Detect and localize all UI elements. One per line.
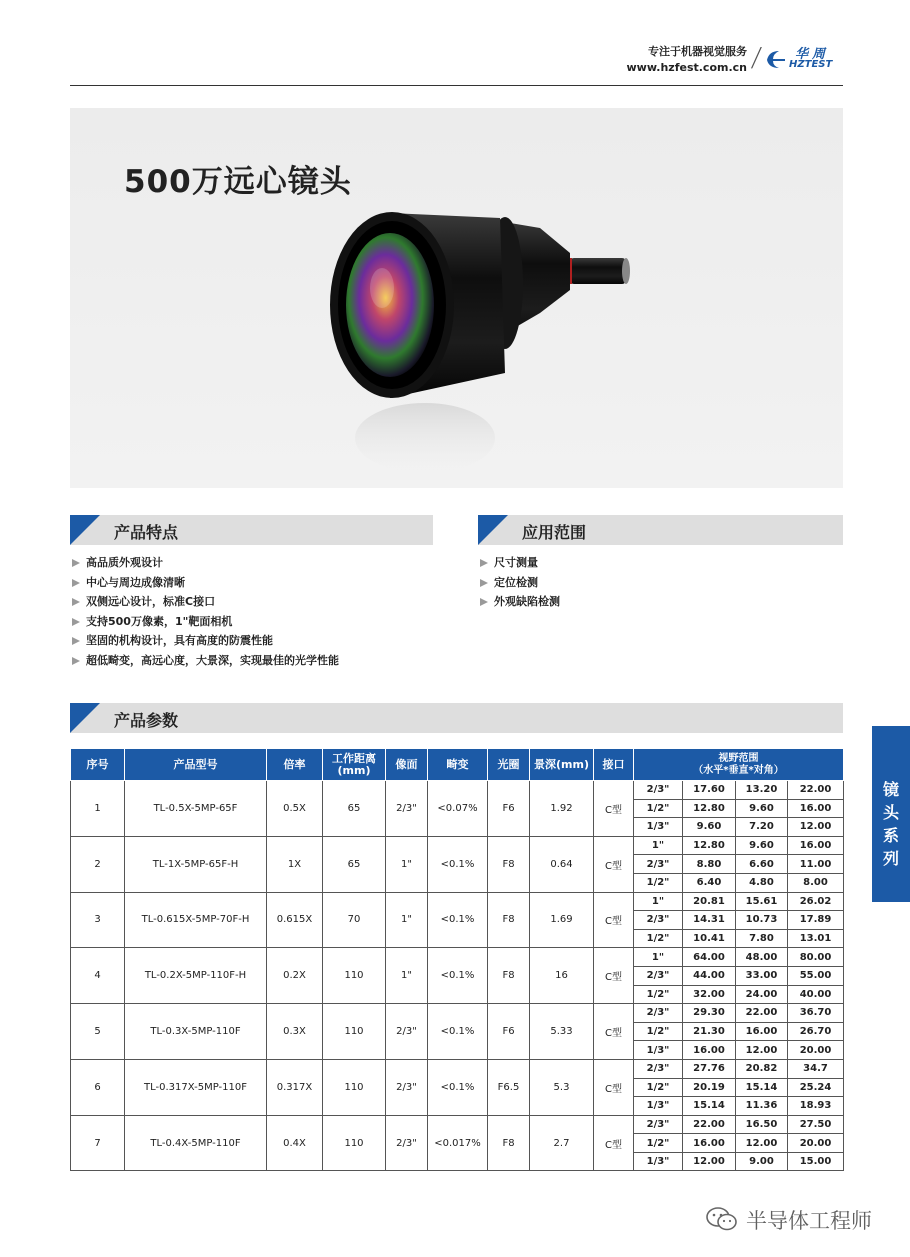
side-tab-label: 镜 头 系 列	[882, 780, 899, 868]
cell-model: TL-0.3X-5MP-110F	[125, 1004, 267, 1060]
cell-wd: 110	[323, 948, 386, 1004]
cell-fov-sensor: 2/3"	[634, 1115, 683, 1134]
fov-title: 视野范围	[718, 752, 759, 764]
hero-panel	[70, 108, 843, 488]
col-header-no: 序号	[71, 749, 125, 781]
cell-fov-value: 26.02	[788, 892, 844, 911]
col-header-dof: 景深(mm)	[530, 749, 594, 781]
cell-aperture: F8	[488, 1115, 530, 1171]
cell-fov-value: 64.00	[683, 948, 736, 967]
cell-aperture: F8	[488, 948, 530, 1004]
cell-fov-value: 26.70	[788, 1022, 844, 1041]
cell-fov-value: 16.00	[683, 1041, 736, 1060]
cell-fov-sensor: 2/3"	[634, 781, 683, 800]
params-title: 产品参数	[114, 711, 179, 730]
cell-mag: 0.317X	[267, 1059, 323, 1115]
cell-fov-value: 40.00	[788, 985, 844, 1004]
col-header-sensor: 像面	[386, 749, 428, 781]
cell-fov-value: 48.00	[736, 948, 788, 967]
cell-fov-sensor: 2/3"	[634, 966, 683, 985]
cell-fov-value: 18.93	[788, 1097, 844, 1116]
cell-model: TL-0.317X-5MP-110F	[125, 1059, 267, 1115]
cell-mag: 0.615X	[267, 892, 323, 948]
cell-wd: 110	[323, 1059, 386, 1115]
table-row	[71, 1059, 844, 1078]
cell-mag: 0.4X	[267, 1115, 323, 1171]
cell-fov-sensor: 1/3"	[634, 1152, 683, 1171]
cell-distortion: <0.1%	[428, 1059, 488, 1115]
cell-fov-value: 29.30	[683, 1004, 736, 1023]
cell-fov-value: 20.81	[683, 892, 736, 911]
cell-fov-value: 16.00	[788, 799, 844, 818]
cell-dof: 0.64	[530, 836, 594, 892]
cell-mount: C型	[594, 1059, 634, 1115]
cell-fov-sensor: 1"	[634, 836, 683, 855]
cell-mount: C型	[594, 836, 634, 892]
cell-fov-sensor: 1/3"	[634, 818, 683, 837]
cell-fov-value: 12.80	[683, 836, 736, 855]
features-section-header	[70, 515, 433, 545]
cell-model: TL-0.5X-5MP-65F	[125, 781, 267, 837]
cell-fov-value: 12.00	[736, 1134, 788, 1153]
cell-fov-value: 8.80	[683, 855, 736, 874]
feature-item: 超低畸变，高远心度，大景深，实现最佳的光学性能	[70, 651, 450, 671]
cell-dof: 5.3	[530, 1059, 594, 1115]
cell-fov-value: 12.00	[683, 1152, 736, 1171]
cell-wd: 65	[323, 836, 386, 892]
header-website[interactable]: www.hzfest.com.cn	[626, 61, 747, 74]
cell-fov-value: 12.80	[683, 799, 736, 818]
logo-swoosh-icon	[765, 48, 787, 70]
section-flag-icon	[70, 703, 100, 733]
series-side-tab[interactable]	[872, 726, 910, 902]
cell-no: 3	[71, 892, 125, 948]
cell-fov-sensor: 1/2"	[634, 873, 683, 892]
cell-fov-value: 22.00	[736, 1004, 788, 1023]
cell-model: TL-0.615X-5MP-70F-H	[125, 892, 267, 948]
cell-fov-value: 9.00	[736, 1152, 788, 1171]
cell-fov-value: 27.50	[788, 1115, 844, 1134]
cell-fov-value: 10.41	[683, 929, 736, 948]
cell-no: 2	[71, 836, 125, 892]
cell-mag: 1X	[267, 836, 323, 892]
cell-fov-value: 15.61	[736, 892, 788, 911]
logo-en-text: HZTEST	[789, 59, 833, 70]
cell-fov-sensor: 2/3"	[634, 1059, 683, 1078]
feature-item: 高品质外观设计	[70, 553, 450, 573]
col-header-model: 产品型号	[125, 749, 267, 781]
cell-wd: 110	[323, 1004, 386, 1060]
cell-fov-sensor: 1/2"	[634, 929, 683, 948]
cell-fov-value: 8.00	[788, 873, 844, 892]
cell-fov-value: 6.60	[736, 855, 788, 874]
cell-distortion: <0.1%	[428, 948, 488, 1004]
cell-fov-sensor: 1"	[634, 892, 683, 911]
cell-distortion: <0.1%	[428, 836, 488, 892]
cell-fov-sensor: 1"	[634, 948, 683, 967]
col-header-working-distance: 工作距离 (mm)	[323, 749, 386, 781]
cell-fov-value: 27.76	[683, 1059, 736, 1078]
cell-fov-value: 34.7	[788, 1059, 844, 1078]
cell-fov-sensor: 1/2"	[634, 1022, 683, 1041]
cell-fov-sensor: 1/2"	[634, 1134, 683, 1153]
cell-dof: 1.92	[530, 781, 594, 837]
col-header-distortion: 畸变	[428, 749, 488, 781]
application-item: 外观缺陷检测	[478, 592, 778, 612]
cell-model: TL-0.2X-5MP-110F-H	[125, 948, 267, 1004]
cell-fov-value: 20.82	[736, 1059, 788, 1078]
cell-fov-value: 14.31	[683, 911, 736, 930]
cell-fov-value: 9.60	[683, 818, 736, 837]
table-row	[71, 1115, 844, 1134]
cell-fov-value: 7.20	[736, 818, 788, 837]
cell-sensor: 2/3"	[386, 1059, 428, 1115]
cell-mag: 0.2X	[267, 948, 323, 1004]
cell-distortion: <0.1%	[428, 1004, 488, 1060]
cell-fov-value: 13.01	[788, 929, 844, 948]
cell-sensor: 1"	[386, 892, 428, 948]
cell-aperture: F6.5	[488, 1059, 530, 1115]
cell-fov-value: 25.24	[788, 1078, 844, 1097]
page-header	[70, 38, 843, 86]
applications-list	[478, 553, 778, 612]
cell-mount: C型	[594, 1115, 634, 1171]
applications-section-header	[478, 515, 843, 545]
col-header-aperture: 光圈	[488, 749, 530, 781]
cell-fov-sensor: 1/3"	[634, 1097, 683, 1116]
cell-fov-value: 22.00	[683, 1115, 736, 1134]
product-title: 500万远心镜头	[124, 164, 352, 200]
cell-sensor: 2/3"	[386, 1004, 428, 1060]
cell-aperture: F8	[488, 836, 530, 892]
cell-fov-value: 10.73	[736, 911, 788, 930]
cell-dof: 16	[530, 948, 594, 1004]
cell-fov-value: 9.60	[736, 799, 788, 818]
cell-fov-sensor: 1/2"	[634, 799, 683, 818]
cell-fov-value: 24.00	[736, 985, 788, 1004]
table-row	[71, 1004, 844, 1023]
cell-no: 6	[71, 1059, 125, 1115]
company-logo	[765, 42, 843, 76]
watermark-text: 半导体工程师	[746, 1209, 872, 1233]
cell-fov-value: 44.00	[683, 966, 736, 985]
table-row	[71, 948, 844, 967]
header-tagline: 专注于机器视觉服务	[648, 45, 747, 58]
cell-mount: C型	[594, 781, 634, 837]
cell-fov-value: 21.30	[683, 1022, 736, 1041]
cell-fov-value: 11.00	[788, 855, 844, 874]
cell-fov-value: 22.00	[788, 781, 844, 800]
cell-fov-value: 13.20	[736, 781, 788, 800]
col-header-magnification: 倍率	[267, 749, 323, 781]
spec-table	[70, 748, 844, 1171]
feature-item: 中心与周边成像清晰	[70, 573, 450, 593]
cell-fov-value: 36.70	[788, 1004, 844, 1023]
cell-fov-value: 32.00	[683, 985, 736, 1004]
section-flag-icon	[70, 515, 100, 545]
cell-fov-value: 9.60	[736, 836, 788, 855]
cell-no: 7	[71, 1115, 125, 1171]
cell-fov-value: 17.60	[683, 781, 736, 800]
application-item: 尺寸测量	[478, 553, 778, 573]
features-list	[70, 553, 450, 671]
cell-wd: 70	[323, 892, 386, 948]
cell-distortion: <0.017%	[428, 1115, 488, 1171]
cell-fov-value: 55.00	[788, 966, 844, 985]
feature-item: 双侧远心设计，标准C接口	[70, 592, 450, 612]
cell-fov-sensor: 2/3"	[634, 1004, 683, 1023]
cell-wd: 65	[323, 781, 386, 837]
col-header-mount: 接口	[594, 749, 634, 781]
wechat-watermark	[706, 1202, 896, 1234]
cell-wd: 110	[323, 1115, 386, 1171]
table-row	[71, 836, 844, 855]
cell-fov-value: 12.00	[736, 1041, 788, 1060]
cell-fov-sensor: 1/2"	[634, 1078, 683, 1097]
table-row	[71, 892, 844, 911]
cell-no: 1	[71, 781, 125, 837]
feature-item: 支持500万像素，1"靶面相机	[70, 612, 450, 632]
cell-fov-value: 33.00	[736, 966, 788, 985]
cell-aperture: F6	[488, 1004, 530, 1060]
cell-fov-value: 15.00	[788, 1152, 844, 1171]
cell-mount: C型	[594, 1004, 634, 1060]
cell-fov-value: 12.00	[788, 818, 844, 837]
cell-fov-value: 7.80	[736, 929, 788, 948]
logo-cn-text: 华周	[795, 47, 830, 62]
cell-sensor: 1"	[386, 836, 428, 892]
cell-fov-value: 15.14	[683, 1097, 736, 1116]
cell-fov-value: 20.00	[788, 1041, 844, 1060]
cell-fov-value: 15.14	[736, 1078, 788, 1097]
spec-table-body	[71, 781, 844, 1171]
cell-fov-value: 17.89	[788, 911, 844, 930]
cell-mount: C型	[594, 948, 634, 1004]
header-divider: /	[750, 43, 764, 73]
table-header-row	[71, 749, 844, 781]
cell-mount: C型	[594, 892, 634, 948]
params-section-header	[70, 703, 843, 733]
cell-fov-value: 6.40	[683, 873, 736, 892]
cell-fov-value: 80.00	[788, 948, 844, 967]
applications-title: 应用范围	[522, 523, 587, 542]
cell-fov-sensor: 1/2"	[634, 985, 683, 1004]
application-item: 定位检测	[478, 573, 778, 593]
feature-item: 坚固的机构设计，具有高度的防震性能	[70, 631, 450, 651]
cell-fov-sensor: 2/3"	[634, 911, 683, 930]
cell-fov-value: 20.19	[683, 1078, 736, 1097]
cell-fov-value: 20.00	[788, 1134, 844, 1153]
cell-sensor: 2/3"	[386, 1115, 428, 1171]
cell-model: TL-1X-5MP-65F-H	[125, 836, 267, 892]
cell-fov-value: 16.00	[683, 1134, 736, 1153]
cell-distortion: <0.07%	[428, 781, 488, 837]
cell-sensor: 2/3"	[386, 781, 428, 837]
cell-fov-value: 16.00	[788, 836, 844, 855]
section-flag-icon	[478, 515, 508, 545]
wechat-icon	[706, 1206, 738, 1232]
cell-fov-value: 16.50	[736, 1115, 788, 1134]
cell-no: 5	[71, 1004, 125, 1060]
cell-dof: 2.7	[530, 1115, 594, 1171]
features-title: 产品特点	[114, 523, 179, 542]
cell-aperture: F6	[488, 781, 530, 837]
fov-subtitle: （水平*垂直*对角）	[693, 764, 784, 776]
cell-mag: 0.3X	[267, 1004, 323, 1060]
cell-fov-sensor: 1/3"	[634, 1041, 683, 1060]
cell-dof: 1.69	[530, 892, 594, 948]
table-row	[71, 781, 844, 800]
cell-fov-value: 11.36	[736, 1097, 788, 1116]
cell-mag: 0.5X	[267, 781, 323, 837]
cell-model: TL-0.4X-5MP-110F	[125, 1115, 267, 1171]
cell-distortion: <0.1%	[428, 892, 488, 948]
cell-fov-sensor: 2/3"	[634, 855, 683, 874]
cell-sensor: 1"	[386, 948, 428, 1004]
telecentric-lens-image	[330, 198, 640, 478]
col-header-fov	[634, 749, 844, 781]
cell-dof: 5.33	[530, 1004, 594, 1060]
header-text	[627, 44, 748, 76]
cell-fov-value: 4.80	[736, 873, 788, 892]
cell-no: 4	[71, 948, 125, 1004]
cell-fov-value: 16.00	[736, 1022, 788, 1041]
cell-aperture: F8	[488, 892, 530, 948]
